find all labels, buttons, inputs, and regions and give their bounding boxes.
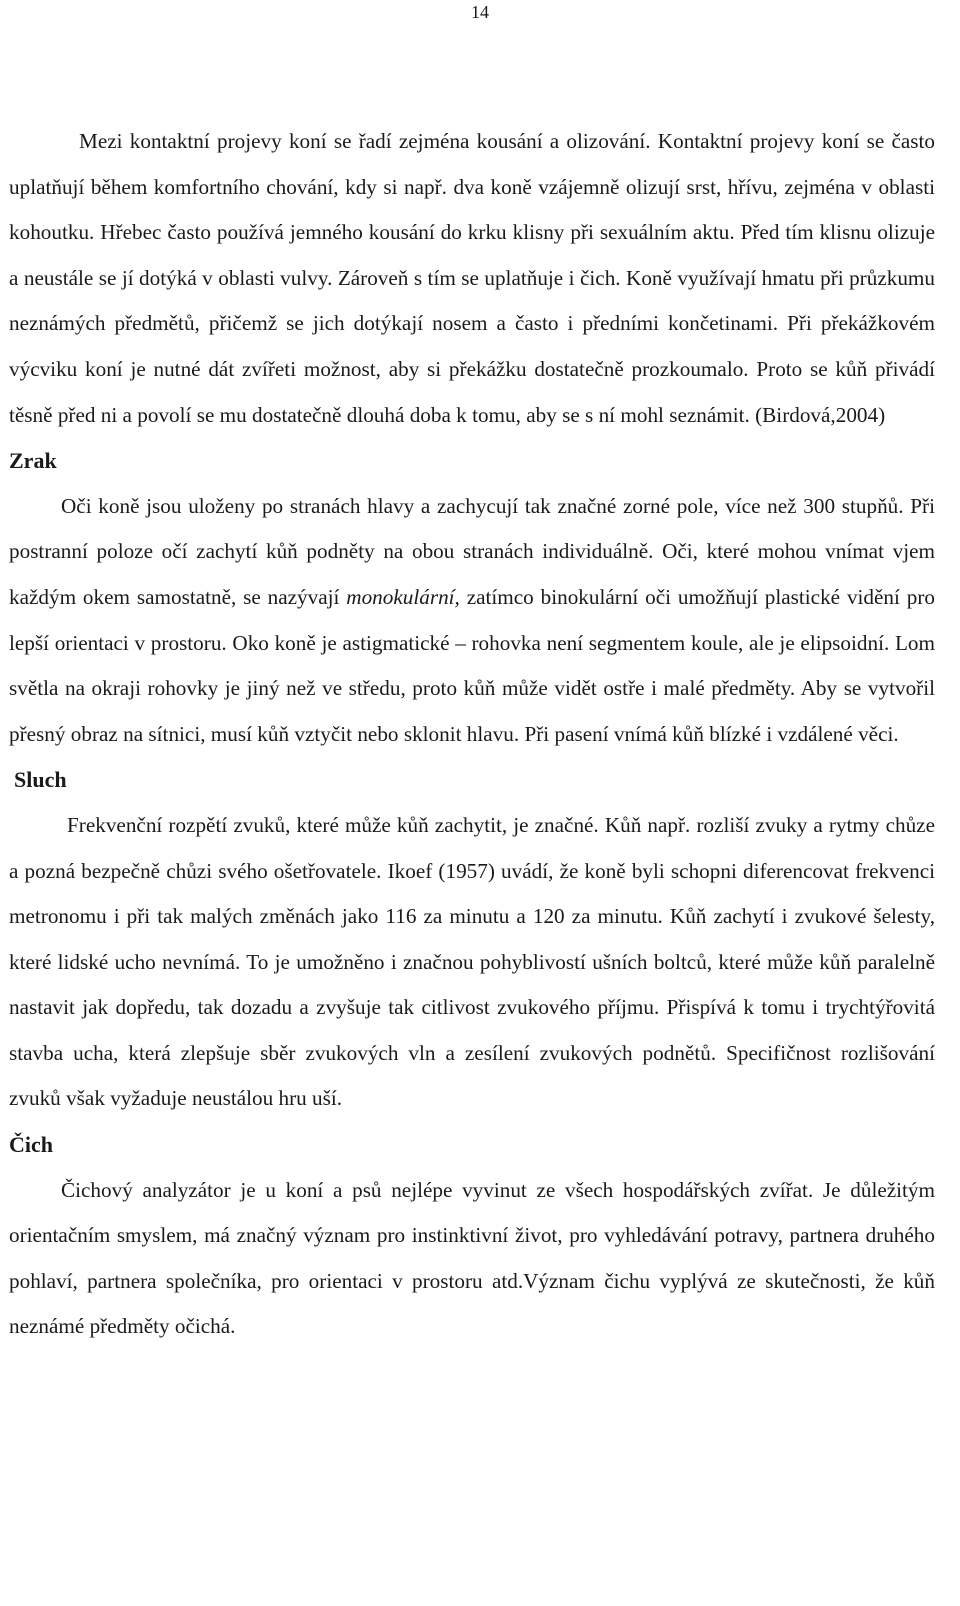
sight-term-monocular: monokulární, [346, 584, 460, 609]
heading-sight: Zrak [9, 448, 57, 474]
paragraph-smell: Čichový analyzátor je u koní a psů nejlépe vyvinut ze všech hospodářských zvířat. Je důležitým orientačním smyslem, má značný význam pro instinktivní život, pro vyhledávání potravy, partnera druhého pohlaví, partnera společníka, pro orientaci v prostoru atd.Význam čichu vyplývá ze skutečnosti, že kůň neznámé předměty očichá. [9, 1177, 935, 1339]
paragraph-hearing: Frekvenční rozpětí zvuků, které může kůň zachytit, je značné. Kůň např. rozliší zvuky a rytmy chůze a pozná bezpečně chůzi svého ošetřovatele. Ikoef (1957) uvádí, že koně byli schopni diferencovat frekvenci metronomu i při tak malých změnách jako 116 za minutu a 120 za minutu. Kůň zachytí i zvukové šelesty, které lidské ucho nevnímá. To je umožněno i značnou pohyblivostí ušních boltců, které může kůň paralelně nastavit jak dopředu, tak dozadu a zvyšuje tak citlivost zvukového příjmu. Přispívá k tomu i trychtýřovitá stavba ucha, která zlepšuje sběr zvukových vln a zesílení zvukových podnětů. Specifičnost rozlišování zvuků však vyžaduje neustálou hru uší. [9, 812, 935, 1111]
page-number: 14 [471, 2, 489, 22]
paragraph-contact-behaviour: Mezi kontaktní projevy koní se řadí zejména kousání a olizování. Kontaktní projevy koní se často uplatňují během komfortního chování, kdy si např. dva koně vzájemně olizují srst, hřívu, zejména v oblasti kohoutku. Hřebec často používá jemného kousání do krku klisny při sexuálním aktu. Před tím klisnu olizuje a neustále se jí dotýká v oblasti vulvy. Zároveň s tím se uplatňuje i čich. Koně využívají hmatu při průzkumu neznámých předmětů, přičemž se jich dotýkají nosem a často i předními končetinami. Při překážkovém výcviku koní je nutné dát zvířeti možnost, aby si překážku dostatečně prozkoumalo. Proto se kůň přivádí těsně před ni a povolí se mu dostatečně dlouhá doba k tomu, aby se s ní mohl seznámit. (Birdová,2004) [9, 129, 935, 427]
sight-text-part2: zatímco binokulární oči umožňují plastické vidění pro lepší orientaci v prostoru. Oko koně je astigmatické – rohovka není segmentem koule, ale je elipsoidní. Lom světla na okraji rohovky je jiný než ve středu, proto kůň může vidět ostře i malé předměty. Aby se vytvořil přesný obraz na sítnici, musí kůň vztyčit nebo sklonit hlavu. Při pasení vnímá kůň blízké i vzdálené věci. [9, 584, 935, 746]
sight-text-part1: Oči koně jsou uloženy po stranách hlavy a zachycují tak značné zorné pole, více než 300 stupňů. Při postranní poloze očí zachytí kůň podněty na obou stranách individuálně. Oči, které mohou vnímat vjem každým okem samostatně, se nazývají [9, 493, 935, 609]
heading-smell: Čich [9, 1132, 53, 1158]
heading-hearing: Sluch [14, 767, 67, 793]
paragraph-sight [9, 484, 935, 758]
page-content [9, 119, 935, 1350]
